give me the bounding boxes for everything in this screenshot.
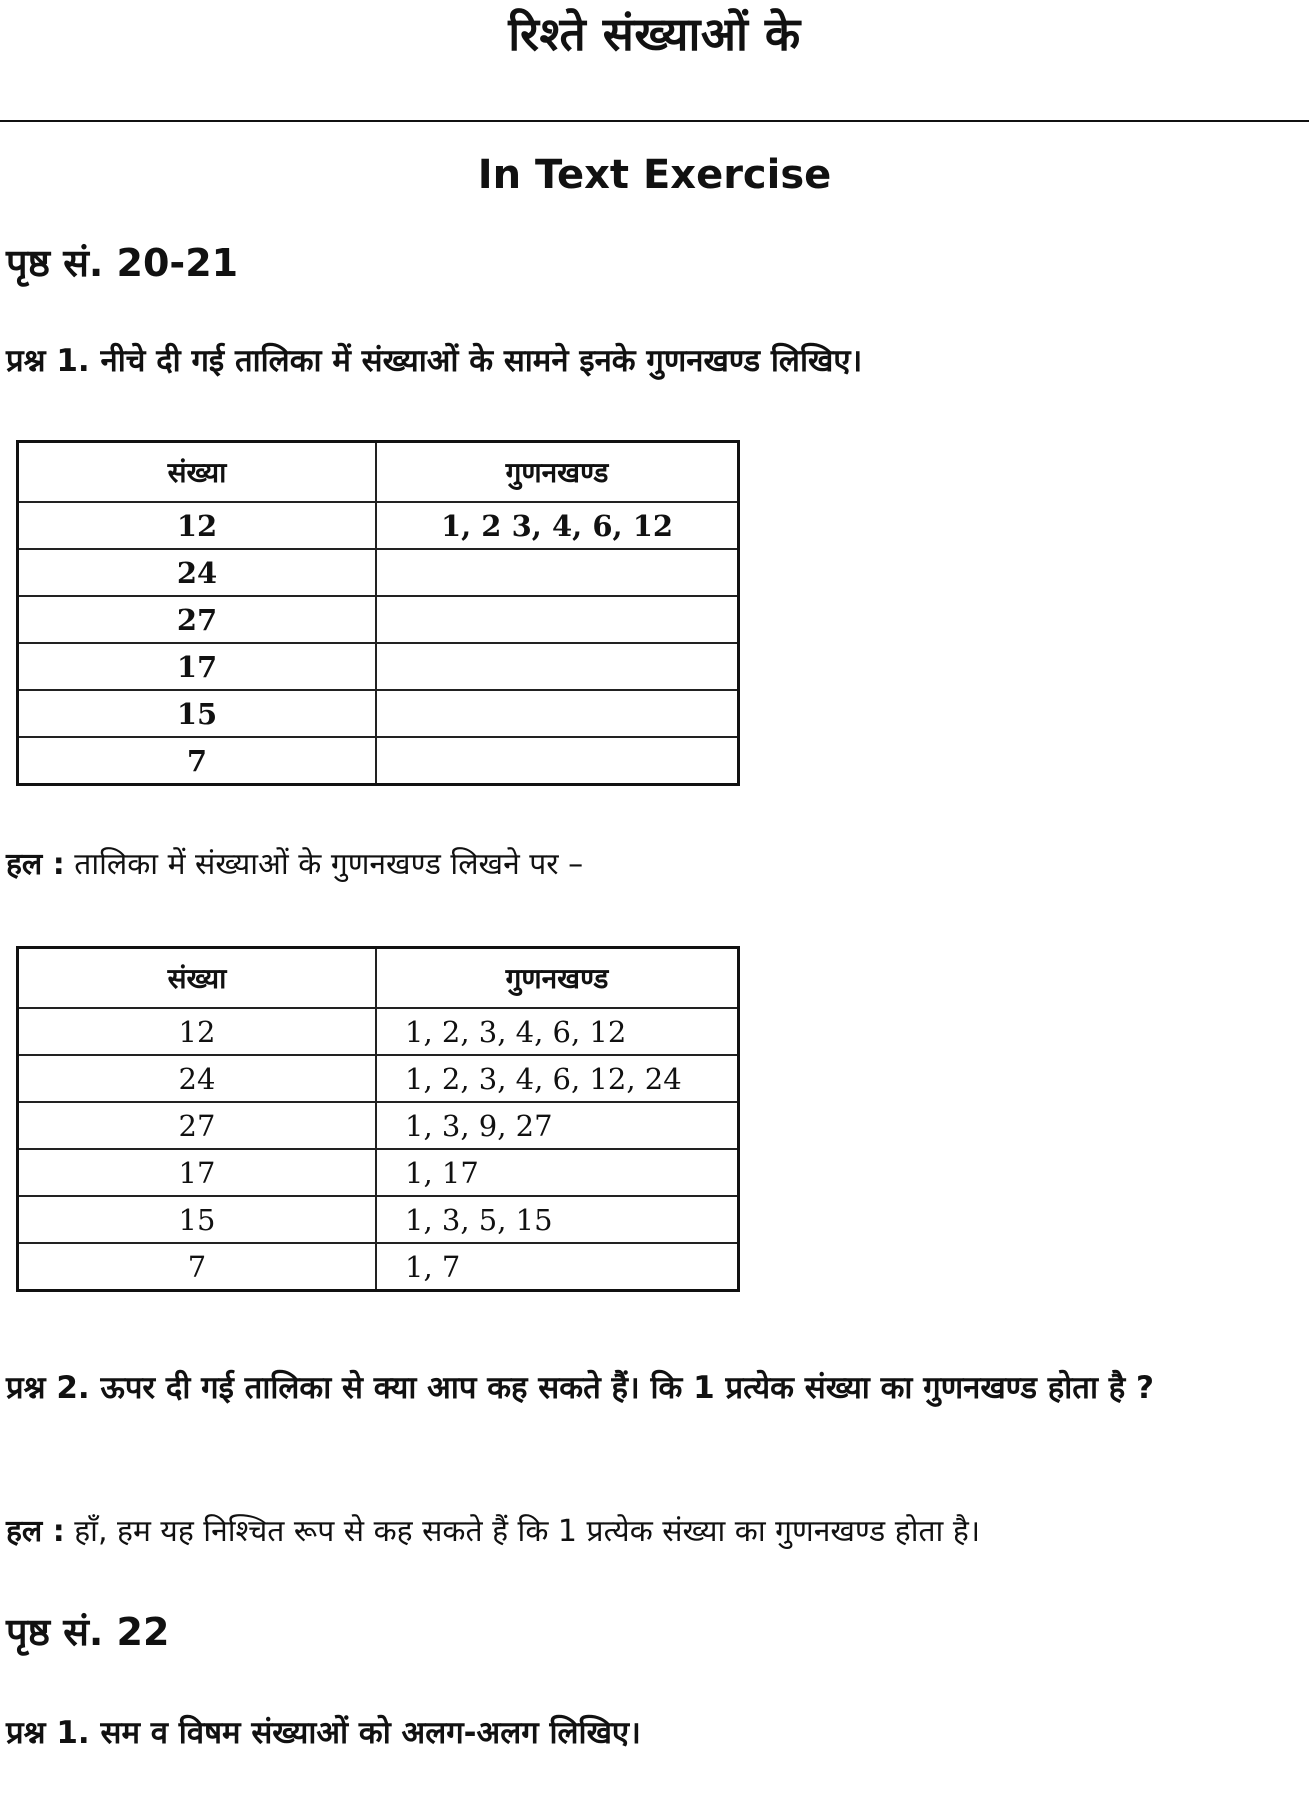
number-cell: 17 (18, 643, 377, 690)
answer-factors-table (16, 946, 740, 1292)
factors-cell: 1, 3, 9, 27 (376, 1102, 739, 1149)
column-header-number: संख्या (18, 948, 377, 1009)
table-row (18, 690, 739, 737)
answer-2-text: हाँ, हम यह निश्चित रूप से कह सकते हैं कि 1 प्रत्येक संख्या का गुणनखण्ड होता है। (64, 1514, 981, 1549)
number-cell: 27 (18, 596, 377, 643)
number-cell: 7 (18, 1243, 377, 1291)
table-row (18, 1243, 739, 1291)
answer-1 (6, 843, 1296, 887)
answer-1-text: तालिका में संख्याओं के गुणनखण्ड लिखने पर – (64, 847, 584, 882)
answer-label: हल : (6, 847, 65, 882)
number-cell: 12 (18, 502, 377, 549)
factors-cell: 1, 2 3, 4, 6, 12 (376, 502, 739, 549)
table-row (18, 643, 739, 690)
factors-cell (376, 690, 739, 737)
column-header-factors: गुणनखण्ड (376, 948, 739, 1009)
number-cell: 17 (18, 1149, 377, 1196)
page-reference-22: पृष्ठ सं. 22 (6, 1610, 170, 1654)
answer-label: हल : (6, 1514, 65, 1549)
table-row (18, 1008, 739, 1055)
number-cell: 24 (18, 549, 377, 596)
factors-cell: 1, 17 (376, 1149, 739, 1196)
factors-cell (376, 643, 739, 690)
number-cell: 7 (18, 737, 377, 785)
table-row (18, 1102, 739, 1149)
table-row (18, 596, 739, 643)
table-row (18, 549, 739, 596)
question-1-text-page-22: प्रश्न 1. सम व विषम संख्याओं को अलग-अलग लिखिए। (6, 1715, 641, 1751)
number-cell: 15 (18, 1196, 377, 1243)
title-divider (0, 120, 1309, 122)
page-reference-20-21: पृष्ठ सं. 20-21 (6, 241, 239, 285)
factors-cell (376, 549, 739, 596)
table-row (18, 1196, 739, 1243)
question-factors-table (16, 440, 740, 786)
table-row (18, 502, 739, 549)
column-header-number: संख्या (18, 442, 377, 503)
number-cell: 15 (18, 690, 377, 737)
factors-cell (376, 737, 739, 785)
number-cell: 27 (18, 1102, 377, 1149)
number-cell: 12 (18, 1008, 377, 1055)
factors-cell (376, 596, 739, 643)
factors-cell: 1, 7 (376, 1243, 739, 1291)
table-row (18, 737, 739, 785)
table-row (18, 1149, 739, 1196)
factors-cell: 1, 2, 3, 4, 6, 12, 24 (376, 1055, 739, 1102)
table-header-row (18, 948, 739, 1009)
question-2-text: प्रश्न 2. ऊपर दी गई तालिका से क्या आप कह सकते हैं। कि 1 प्रत्येक संख्या का गुणनखण्ड होता है ? (6, 1370, 1155, 1406)
page-title: रिश्ते संख्याओं के (508, 7, 801, 61)
table-row (18, 1055, 739, 1102)
answer-2 (6, 1510, 1296, 1554)
question-1-text: प्रश्न 1. नीचे दी गई तालिका में संख्याओं के सामने इनके गुणनखण्ड लिखिए। (6, 343, 863, 379)
factors-cell: 1, 3, 5, 15 (376, 1196, 739, 1243)
number-cell: 24 (18, 1055, 377, 1102)
table-header-row (18, 442, 739, 503)
factors-cell: 1, 2, 3, 4, 6, 12 (376, 1008, 739, 1055)
exercise-subtitle: In Text Exercise (477, 152, 832, 198)
column-header-factors: गुणनखण्ड (376, 442, 739, 503)
